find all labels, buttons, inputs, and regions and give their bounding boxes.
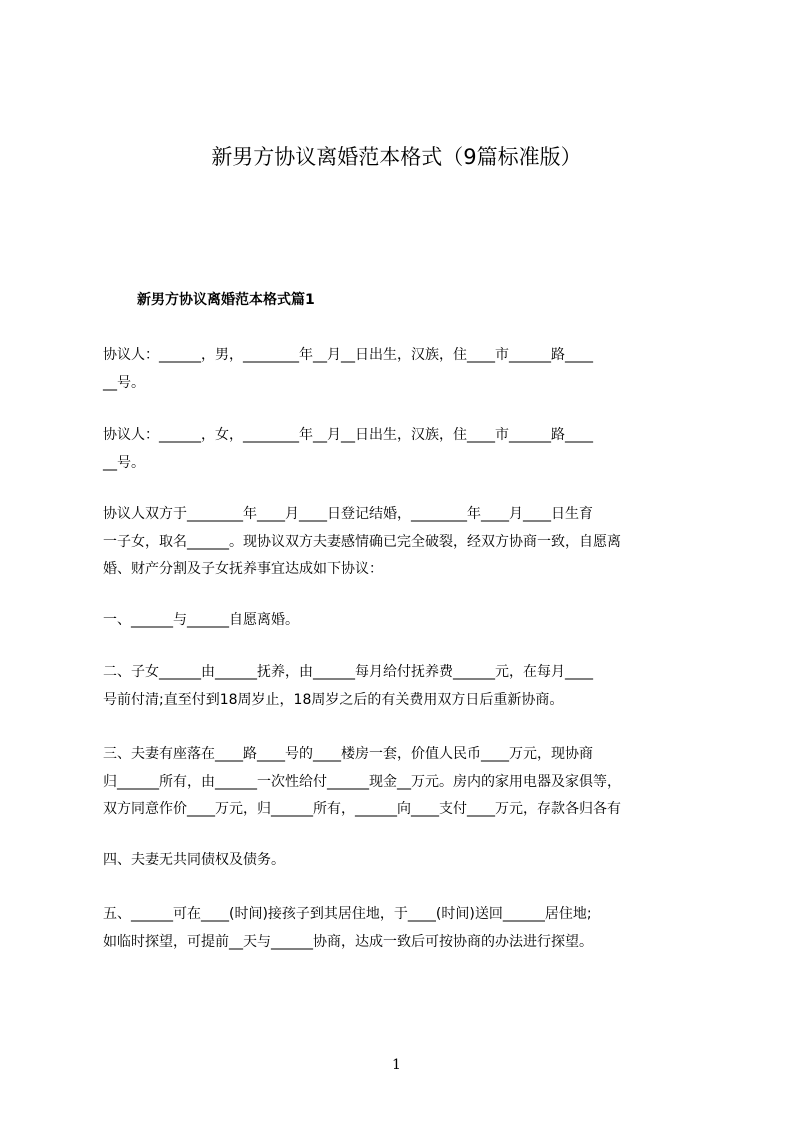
paragraph-line: 协议人双方于________年____月____日登记结婚，________年____月____日生育 bbox=[103, 506, 593, 522]
paragraph-line: __号。 bbox=[103, 454, 145, 471]
paragraph-line: 一子女，取名______。现协议双方夫妻感情确已完全破裂，经双方协商一致，自愿离 bbox=[103, 533, 621, 550]
clause-one bbox=[103, 607, 701, 635]
paragraph-line: 协议人：______，男，________年__月__日出生，汉族，住____市______路____ bbox=[103, 347, 593, 363]
paragraph-marriage-info bbox=[103, 501, 701, 584]
paragraph-line: 二、子女______由______抚养，由______每月给付抚养费______元，在每月____ bbox=[103, 664, 593, 680]
paragraph-line: 三、夫妻有座落在____路____号的____楼房一套，价值人民币____万元，现协商 bbox=[103, 746, 593, 762]
section-heading: 新男方协议离婚范本格式篇1 bbox=[137, 292, 315, 308]
paragraph-line: 协议人：______，女，________年__月__日出生，汉族，住____市______路____ bbox=[103, 427, 593, 443]
paragraph-line: __号。 bbox=[103, 374, 145, 391]
clause-three bbox=[103, 741, 701, 824]
document-title: 新男方协议离婚范本格式（9篇标准版） bbox=[211, 145, 582, 169]
paragraph-line: 婚、财产分割及子女抚养事宜达成如下协议： bbox=[103, 561, 383, 577]
clause-two bbox=[103, 659, 701, 714]
clause-four bbox=[103, 847, 701, 875]
paragraph-line: 归______所有，由______一次性给付______现金__万元。房内的家用电器及家俱等， bbox=[103, 773, 621, 790]
paragraph-party-female bbox=[103, 422, 701, 477]
paragraph-line: 五、______可在____(时间)接孩子到其居住地，于____(时间)送回______居住地; bbox=[103, 906, 592, 922]
paragraph-line: 一、______与______自愿离婚。 bbox=[103, 612, 299, 628]
page-number: 1 bbox=[392, 1057, 401, 1073]
paragraph-line: 四、夫妻无共同债权及债务。 bbox=[103, 852, 285, 868]
paragraph-line: 号前付清;直至付到18周岁止，18周岁之后的有关费用双方日后重新协商。 bbox=[103, 691, 564, 708]
paragraph-line: 双方同意作价____万元，归______所有，______向____支付____万元，存款各归各有 bbox=[103, 801, 621, 817]
paragraph-party-male bbox=[103, 342, 701, 397]
clause-five bbox=[103, 901, 701, 956]
paragraph-line: 如临时探望，可提前__天与______协商，达成一致后可按协商的办法进行探望。 bbox=[103, 933, 593, 950]
